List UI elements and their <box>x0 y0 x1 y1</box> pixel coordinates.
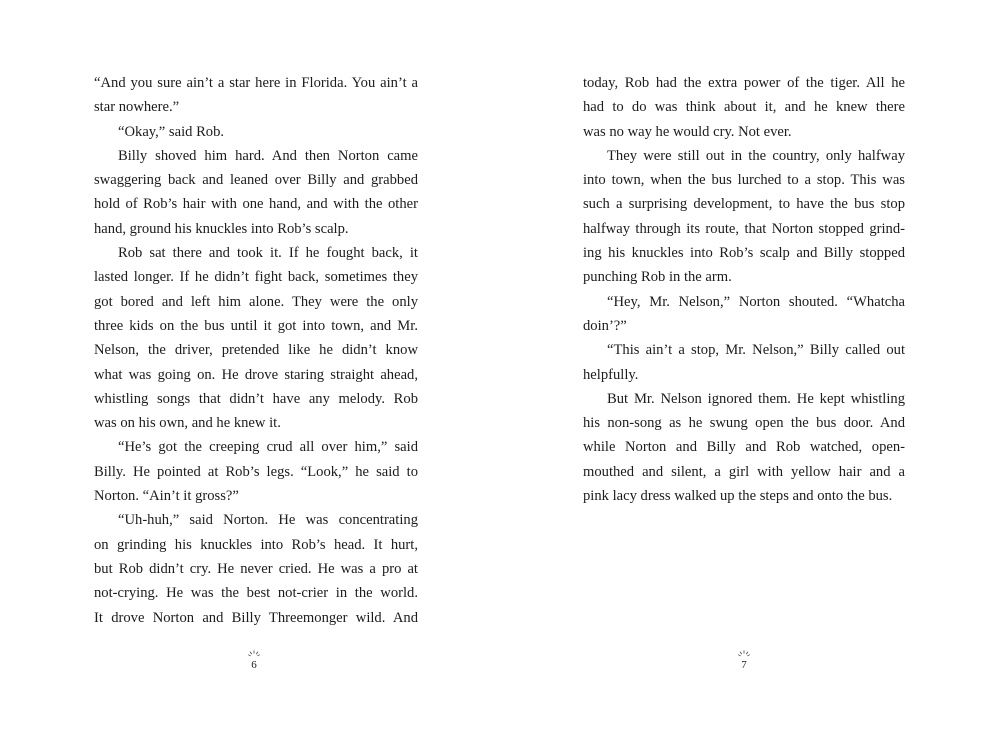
text-line: was no way he would cry. Not ever. <box>583 123 792 140</box>
text-line: “Okay,” said Rob. <box>118 123 225 140</box>
text-line: They were still out in the country, only halfway <box>607 147 905 164</box>
page-number: 6 <box>251 659 257 671</box>
text-line: swaggering back and leaned over Billy and grabbed <box>94 172 418 189</box>
text-line: Rob sat there and took it. If he fought back, it <box>118 245 418 262</box>
sunburst-icon <box>729 650 759 658</box>
text-line: helpfully. <box>583 366 639 383</box>
text-line: Billy. He pointed at Rob’s legs. “Look,” he said to <box>94 463 418 480</box>
text-line: But Mr. Nelson ignored them. He kept whistling <box>607 390 905 407</box>
text-line: not-crying. He was the best not-crier in the world. <box>94 585 418 602</box>
left-folio <box>239 650 269 671</box>
text-line: hold of Rob’s hair with one hand, and with the other <box>94 196 418 213</box>
right-page <box>583 71 905 508</box>
text-line: “Hey, Mr. Nelson,” Norton shouted. “Whatcha <box>607 293 905 310</box>
text-line: “And you sure ain’t a star here in Florida. You ain’t a <box>94 75 418 91</box>
text-line: lasted longer. If he didn’t fight back, sometimes they <box>94 269 418 286</box>
text-line: but Rob didn’t cry. He never cried. He was a pro at <box>94 560 418 577</box>
sunburst-icon <box>239 650 269 658</box>
text-line: today, Rob had the extra power of the tiger. All he <box>583 75 905 91</box>
text-line: his non-song as he swung open the bus door. And <box>583 415 905 432</box>
text-line: such a surprising development, to have the bus stop <box>583 196 905 213</box>
text-line: while Norton and Billy and Rob watched, open- <box>583 439 905 456</box>
text-line: Norton. “Ain’t it gross?” <box>94 488 239 505</box>
right-folio <box>729 650 759 671</box>
text-line: hand, ground his knuckles into Rob’s scalp. <box>94 220 349 237</box>
text-line: what was going on. He drove staring straight ahead, <box>94 366 418 383</box>
text-line: ing his knuckles into Rob’s scalp and Billy stopped <box>583 245 905 262</box>
text-line: punching Rob in the arm. <box>583 269 732 286</box>
text-line: three kids on the bus until it got into town, and Mr. <box>94 317 418 334</box>
text-line: It drove Norton and Billy Threemonger wild. And <box>94 609 418 626</box>
text-line: mouthed and silent, a girl with yellow hair and a <box>583 463 905 480</box>
text-line: into town, when the bus lurched to a stop. This was <box>583 172 905 189</box>
text-line: halfway through its route, that Norton stopped grind- <box>583 220 905 237</box>
text-line: “Uh-huh,” said Norton. He was concentrating <box>118 512 418 529</box>
left-page <box>94 71 418 630</box>
text-line: on grinding his knuckles into Rob’s head. It hurt, <box>94 536 418 553</box>
text-line: star nowhere.” <box>94 99 180 116</box>
text-line: had to do was think about it, and he knew there <box>583 99 905 116</box>
text-line: doin’?” <box>583 317 627 334</box>
page-number: 7 <box>741 659 747 671</box>
text-line: “He’s got the creeping crud all over him,” said <box>118 439 418 456</box>
text-line: pink lacy dress walked up the steps and onto the bus. <box>583 488 893 505</box>
text-line: Nelson, the driver, pretended like he didn’t know <box>94 342 418 359</box>
text-line: whistling songs that didn’t have any melody. Rob <box>94 390 418 407</box>
text-line: “This ain’t a stop, Mr. Nelson,” Billy called out <box>607 342 905 359</box>
text-line: got bored and left him alone. They were the only <box>94 293 418 310</box>
text-line: was on his own, and he knew it. <box>94 415 281 432</box>
text-line: Billy shoved him hard. And then Norton came <box>118 147 418 164</box>
